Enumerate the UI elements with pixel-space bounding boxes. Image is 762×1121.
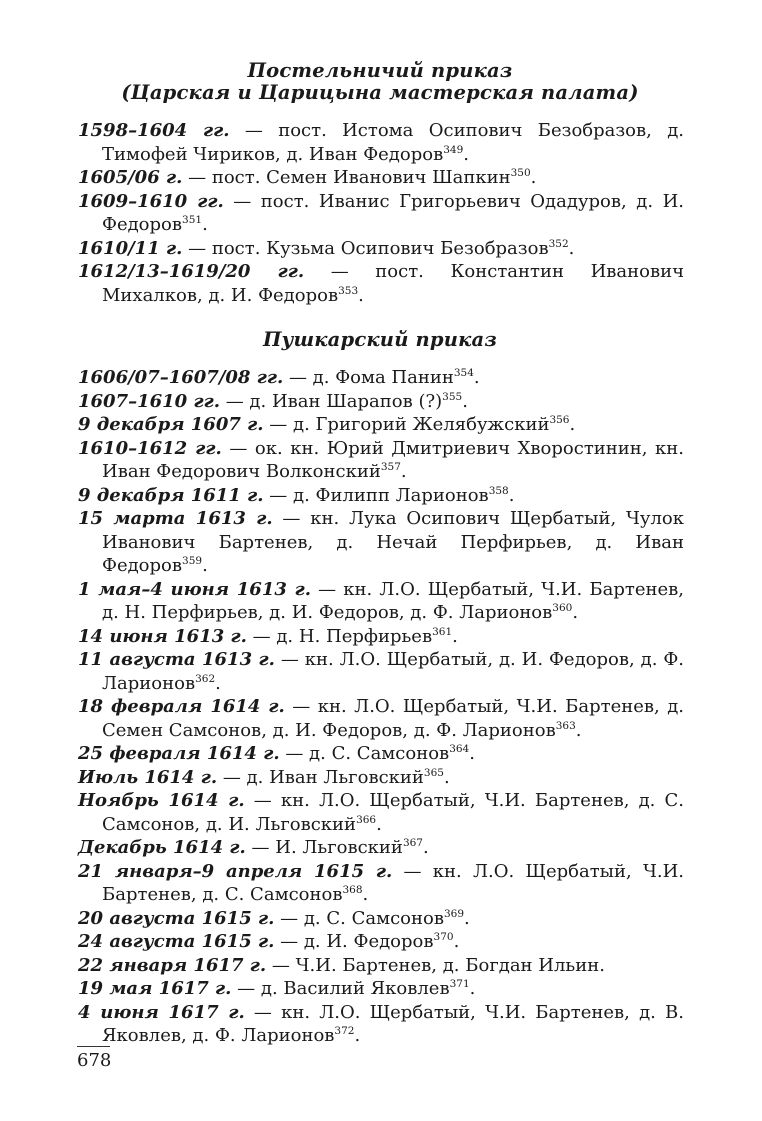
entry-text: — пост. Истома Осипович Безобразов, д. Тимофей Чириков, д. Иван Федоров [102, 120, 684, 165]
entry-text: — ок. кн. Юрий Дмитриевич Хворостинин, кн. Иван Федорович Волконский [102, 437, 684, 482]
footnote-ref: 358 [488, 484, 509, 497]
list-item [78, 260, 684, 307]
entry-date: 18 февраля 1614 г. [78, 696, 285, 717]
entry-end: . [469, 978, 476, 999]
entry-text: — кн. Л.О. Щербатый, Ч.И. Бартенев, д. Семен Самсонов, д. И. Федоров, д. Ф. Ларионов [102, 696, 684, 741]
page-number: 678 [77, 1050, 112, 1071]
footnote-ref: 365 [423, 766, 444, 779]
entry-date: 24 августа 1615 г. [78, 931, 275, 952]
entry-text: — пост. Иванис Григорьевич Одадуров, д. И. Федоров [102, 190, 684, 235]
list-item [78, 237, 684, 261]
footnote-ref: 354 [453, 367, 474, 379]
entry-end: . [508, 484, 515, 506]
footnote-ref: 372 [334, 1025, 355, 1037]
entry-text: — кн. Л.О. Щербатый, Ч.И. Бартенев, д. В. Яковлев, д. Ф. Ларионов [102, 1001, 685, 1046]
footnote-ref: 362 [195, 672, 216, 685]
entry-text: — кн. Л.О. Щербатый, д. И. Федоров, д. Ф. Ларионов [102, 649, 684, 694]
entry-end: . [362, 884, 369, 905]
entry-end: . [569, 414, 576, 435]
section-subtitle-line: (Царская и Царицына мастерская палата) [121, 81, 639, 104]
footnote-ref: 352 [548, 237, 569, 250]
entry-text: — д. Фома Панин [283, 367, 454, 388]
footnote-ref: 356 [549, 414, 570, 426]
entry-end: . [202, 214, 208, 235]
footnote-ref: 364 [449, 743, 470, 755]
entry-end: . [215, 672, 221, 694]
entry-end: . [354, 1025, 361, 1046]
entry-end: . [376, 813, 382, 835]
list-item [78, 648, 684, 695]
entry-text: — д. С. Самсонов [274, 907, 444, 929]
entry-text: — И. Льговский [245, 837, 403, 858]
entry-text: — д. Филипп Ларионов [263, 484, 489, 506]
footnote-ref: 351 [182, 214, 203, 226]
list-item [78, 484, 684, 508]
entry-end: . [462, 390, 468, 412]
entry-text: — кн. Лука Осипович Щербатый, Чулок Иванович Бартенев, д. Нечай Перфирьев, д. Иван Федоров [102, 508, 684, 576]
list-item [78, 742, 684, 766]
entry-date: 25 февраля 1614 г. [78, 743, 280, 764]
list-item [78, 1001, 684, 1048]
entry-end: . [443, 766, 450, 788]
entry-date: Июль 1614 г. [78, 766, 218, 788]
entry-text: — кн. Л.О. Щербатый, Ч.И. Бартенев, д. Н. Перфирьев, д. И. Федоров, д. Ф. Ларионов [102, 578, 684, 623]
footnote-ref: 357 [380, 461, 401, 473]
entry-text: — пост. Константин Иванович Михалков, д. И. Федоров [102, 261, 684, 306]
list-item [78, 766, 684, 790]
list-item [78, 413, 684, 437]
entry-end: . [575, 719, 582, 741]
entry-text: — д. С. Самсонов [279, 743, 450, 764]
entry-list-pushkarsky [78, 366, 684, 1048]
entry-end: . [463, 143, 469, 165]
entry-text: — д. Иван Льговский [217, 766, 424, 788]
entry-date: 1610/11 г. [78, 237, 183, 259]
entry-date: Ноябрь 1614 г. [78, 790, 245, 811]
list-item [78, 907, 684, 931]
entry-date: Декабрь 1614 г. [78, 837, 246, 858]
list-item [78, 625, 684, 649]
entry-date: 15 марта 1613 г. [78, 508, 273, 529]
entry-date: 9 декабря 1611 г. [78, 484, 264, 506]
list-item [78, 789, 684, 836]
section-title-postelnichy [70, 60, 690, 104]
footnote-ref: 363 [555, 719, 576, 732]
list-item [78, 190, 684, 237]
list-item [78, 507, 684, 578]
entry-date: 19 мая 1617 г. [78, 978, 232, 999]
list-item [78, 166, 684, 190]
entry-date: 1 мая–4 июня 1613 г. [78, 578, 311, 600]
entry-text: — д. Василий Яковлев [231, 978, 450, 999]
list-item [78, 836, 684, 860]
footnote-ref: 350 [510, 167, 531, 179]
footnote-ref: 349 [443, 143, 464, 156]
list-item [78, 390, 684, 414]
entry-end: . [530, 167, 537, 188]
list-item [78, 930, 684, 954]
entry-date: 1607–1610 гг. [78, 390, 220, 412]
footnote-ref: 367 [402, 837, 423, 849]
entry-end: . [469, 743, 475, 764]
footnote-ref: 355 [442, 390, 463, 403]
entry-end: . [473, 367, 480, 388]
list-item [78, 578, 684, 625]
entry-date: 1610–1612 гг. [78, 437, 222, 459]
entry-end: . [400, 461, 407, 482]
entry-date: 11 августа 1613 г. [78, 649, 275, 670]
footnote-ref: 359 [182, 555, 203, 567]
entry-date: 21 января–9 апреля 1615 г. [78, 860, 393, 882]
list-item [78, 695, 684, 742]
entry-text: — д. Григорий Желябужский [263, 414, 550, 435]
entry-date: 22 января 1617 г. [78, 954, 267, 976]
entry-date: 20 августа 1615 г. [78, 907, 275, 929]
entry-text: — пост. Кузьма Осипович Безобразов [182, 237, 549, 259]
entry-end: . [464, 907, 470, 929]
entry-end: . [568, 237, 575, 259]
section-title-line: Пушкарский приказ [262, 328, 498, 351]
list-item [78, 119, 684, 166]
section-title-line: Постельничий приказ [247, 59, 513, 82]
footnote-ref: 370 [433, 931, 454, 943]
footnote-ref: 368 [342, 884, 363, 896]
footnote-ref: 366 [356, 813, 377, 826]
footnote-ref: 361 [432, 625, 453, 638]
entry-date: 1606/07–1607/08 гг. [78, 367, 284, 388]
entry-text: — д. Н. Перфирьев [246, 625, 433, 647]
entry-date: 14 июня 1613 г. [78, 625, 247, 647]
footnote-ref: 353 [338, 284, 359, 297]
entry-text: — д. И. Федоров [274, 931, 434, 952]
section-title-pushkarsky [70, 329, 690, 351]
entry-text: — кн. Л.О. Щербатый, Ч.И. Бартенев, д. С. Самсонов, д. И. Льговский [102, 790, 684, 835]
entry-date: 1609–1610 гг. [78, 190, 224, 212]
list-item [78, 954, 684, 978]
entry-list-postelnichy [78, 119, 684, 307]
entry-text: — д. Иван Шарапов (?) [219, 390, 443, 412]
entry-date: 1612/13–1619/20 гг. [78, 261, 305, 282]
entry-end: . [452, 625, 458, 647]
entry-date: 1598–1604 гг. [78, 120, 230, 141]
entry-text: — кн. Л.О. Щербатый, Ч.И. Бартенев, д. С. Самсонов [102, 860, 685, 905]
entry-end: . [358, 284, 364, 306]
entry-end: . [202, 555, 208, 576]
list-item [78, 366, 684, 390]
list-item [78, 977, 684, 1001]
entry-end: . [422, 837, 429, 858]
footnote-ref: 369 [443, 907, 465, 920]
footnote-ref: 371 [449, 978, 470, 990]
entry-date: 4 июня 1617 г. [78, 1001, 245, 1023]
entry-text: — Ч.И. Бартенев, д. Богдан Ильин. [266, 954, 605, 976]
list-item [78, 860, 684, 907]
footnote-ref: 360 [552, 602, 573, 614]
entry-end: . [453, 931, 460, 952]
entry-date: 9 декабря 1607 г. [78, 414, 264, 435]
footer-rule [77, 1046, 110, 1047]
list-item [78, 437, 684, 484]
entry-date: 1605/06 г. [78, 167, 183, 188]
entry-end: . [572, 602, 579, 623]
entry-text: — пост. Семен Иванович Шапкин [182, 167, 511, 188]
